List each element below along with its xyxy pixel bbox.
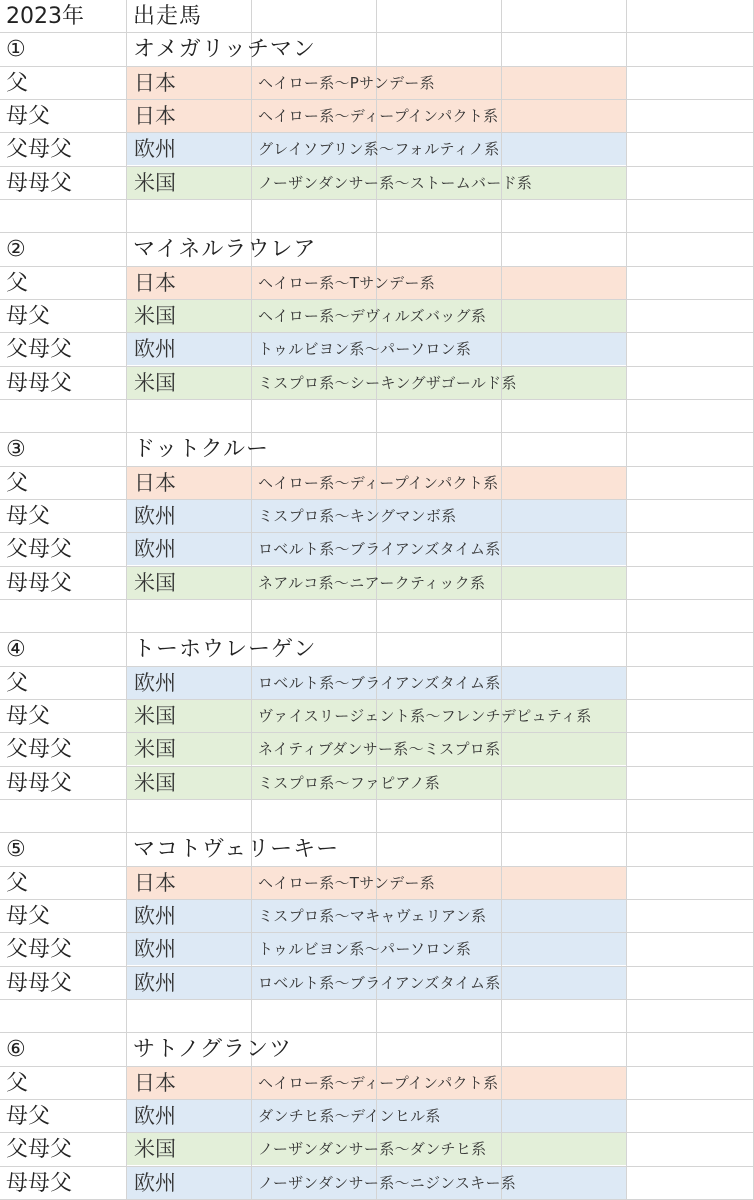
horse-title-row xyxy=(0,233,754,266)
grid-cell[interactable] xyxy=(627,833,754,866)
grid-cell[interactable] xyxy=(502,1033,627,1066)
grid-cell[interactable] xyxy=(502,933,627,966)
grid-cell[interactable] xyxy=(502,567,627,600)
horse-number: ⑥ xyxy=(6,1037,26,1063)
pedigree-row xyxy=(0,667,754,700)
lineage-text: ネイティブダンサー系～ミスプロ系 xyxy=(258,740,501,759)
grid-cell[interactable] xyxy=(627,633,754,666)
grid-cell[interactable] xyxy=(127,800,252,833)
pedigree-row xyxy=(0,767,754,800)
horse-name: サトノグランツ xyxy=(133,1037,293,1063)
pedigree-label: 父 xyxy=(6,1070,29,1096)
region-label: 米国 xyxy=(134,304,176,328)
pedigree-row xyxy=(0,1100,754,1133)
grid-cell[interactable] xyxy=(627,367,754,400)
grid-cell[interactable] xyxy=(627,933,754,966)
pedigree-label: 父母父 xyxy=(6,737,73,763)
grid-cell[interactable] xyxy=(252,800,377,833)
grid-cell[interactable] xyxy=(627,467,754,500)
grid-cell[interactable] xyxy=(627,533,754,566)
pedigree-label: 父 xyxy=(6,670,29,696)
pedigree-row xyxy=(0,933,754,966)
grid-cell[interactable] xyxy=(627,667,754,700)
pedigree-row xyxy=(0,333,754,366)
grid-cell[interactable] xyxy=(502,33,627,66)
pedigree-label: 母父 xyxy=(6,504,51,529)
grid-cell[interactable] xyxy=(627,767,754,800)
pedigree-label: 母父 xyxy=(6,704,51,729)
region-label: 日本 xyxy=(134,870,176,895)
grid-cell[interactable] xyxy=(627,500,754,533)
lineage-text: ノーザンダンサー系～ニジンスキー系 xyxy=(258,1173,517,1192)
grid-cell[interactable] xyxy=(627,167,754,200)
grid-cell[interactable] xyxy=(502,867,627,900)
grid-cell[interactable] xyxy=(502,633,627,666)
grid-cell[interactable] xyxy=(377,600,502,633)
lineage-text: ミスプロ系～マキャヴェリアン系 xyxy=(258,907,487,925)
pedigree-label: 父母父 xyxy=(6,937,73,963)
grid-cell[interactable] xyxy=(502,333,627,366)
lineage-text: ミスプロ系～ファピアノ系 xyxy=(258,773,441,792)
pedigree-row xyxy=(0,1133,754,1166)
spacer-row xyxy=(0,600,754,633)
grid-cell[interactable] xyxy=(127,1000,252,1033)
horse-title-row xyxy=(0,833,754,866)
region-label: 日本 xyxy=(134,270,176,295)
horse-number: ④ xyxy=(6,637,26,663)
grid-cell[interactable] xyxy=(377,833,502,866)
region-label: 日本 xyxy=(134,70,176,95)
grid-cell[interactable] xyxy=(627,1067,754,1100)
region-label: 米国 xyxy=(134,704,176,728)
grid-cell[interactable] xyxy=(627,733,754,766)
region-label: 米国 xyxy=(134,770,176,795)
grid-cell[interactable] xyxy=(502,1133,627,1166)
grid-cell[interactable] xyxy=(502,467,627,500)
horse-name: オメガリッチマン xyxy=(133,37,316,63)
region-label: 欧州 xyxy=(134,504,176,528)
grid-cell[interactable] xyxy=(627,1100,754,1133)
grid-cell[interactable] xyxy=(627,800,754,833)
pedigree-row xyxy=(0,1067,754,1100)
grid-cell[interactable] xyxy=(0,400,127,433)
lineage-text: ヘイロー系～ディープインパクト系 xyxy=(258,107,499,125)
grid-cell[interactable] xyxy=(502,400,627,433)
pedigree-row xyxy=(0,533,754,566)
lineage-text: ミスプロ系～キングマンボ系 xyxy=(258,507,457,525)
region-label: 米国 xyxy=(134,170,176,195)
grid-cell[interactable] xyxy=(627,300,754,333)
pedigree-row xyxy=(0,700,754,733)
grid-cell[interactable] xyxy=(252,0,377,33)
pedigree-label: 母母父 xyxy=(6,170,73,196)
grid-cell[interactable] xyxy=(502,67,627,100)
lineage-text: ロベルト系～ブライアンズタイム系 xyxy=(258,540,501,559)
grid-cell[interactable] xyxy=(502,200,627,233)
grid-cell[interactable] xyxy=(252,433,377,466)
region-label: 欧州 xyxy=(134,1104,176,1128)
grid-cell[interactable] xyxy=(252,600,377,633)
grid-cell[interactable] xyxy=(627,1133,754,1166)
horse-title-row xyxy=(0,633,754,666)
region-label: 日本 xyxy=(134,104,176,128)
grid-cell[interactable] xyxy=(377,233,502,266)
year-label: 2023年 xyxy=(6,4,84,29)
pedigree-row xyxy=(0,1167,754,1200)
grid-cell[interactable] xyxy=(377,400,502,433)
header-row xyxy=(0,0,754,33)
horse-number: ③ xyxy=(6,437,26,463)
pedigree-label: 母父 xyxy=(6,304,51,329)
pedigree-row xyxy=(0,267,754,300)
horse-title-row xyxy=(0,33,754,66)
region-label: 日本 xyxy=(134,1070,176,1095)
grid-cell[interactable] xyxy=(377,433,502,466)
grid-cell[interactable] xyxy=(377,0,502,33)
grid-cell[interactable] xyxy=(502,100,627,133)
spacer-row xyxy=(0,400,754,433)
pedigree-label: 母父 xyxy=(6,104,51,129)
pedigree-row xyxy=(0,500,754,533)
grid-cell[interactable] xyxy=(502,1067,627,1100)
pedigree-label: 母母父 xyxy=(6,770,73,796)
grid-cell[interactable] xyxy=(252,200,377,233)
region-label: 欧州 xyxy=(134,670,176,695)
horse-name: トーホウレーゲン xyxy=(133,637,317,663)
pedigree-row xyxy=(0,467,754,500)
lineage-text: グレイソブリン系～フォルティノ系 xyxy=(258,140,500,159)
grid-cell[interactable] xyxy=(377,1033,502,1066)
horse-number: ⑤ xyxy=(6,837,26,863)
grid-cell[interactable] xyxy=(502,767,627,800)
pedigree-label: 母父 xyxy=(6,904,51,929)
pedigree-label: 父 xyxy=(6,870,29,896)
region-label: 日本 xyxy=(134,470,176,495)
lineage-text: ダンチヒ系～デインヒル系 xyxy=(258,1107,441,1125)
grid-cell[interactable] xyxy=(627,267,754,300)
grid-cell[interactable] xyxy=(627,967,754,1000)
grid-cell[interactable] xyxy=(252,1000,377,1033)
region-label: 米国 xyxy=(134,370,176,395)
pedigree-label: 父 xyxy=(6,70,29,96)
horse-name: マコトヴェリーキー xyxy=(133,837,340,863)
spacer-row xyxy=(0,200,754,233)
grid-cell[interactable] xyxy=(377,633,502,666)
pedigree-label: 母父 xyxy=(6,1104,51,1129)
horse-name: ドットクルー xyxy=(133,437,270,463)
pedigree-row xyxy=(0,100,754,133)
grid-cell[interactable] xyxy=(502,600,627,633)
horse-title-row xyxy=(0,433,754,466)
grid-cell[interactable] xyxy=(502,533,627,566)
grid-cell[interactable] xyxy=(502,300,627,333)
grid-cell[interactable] xyxy=(377,800,502,833)
pedigree-label: 父 xyxy=(6,470,29,496)
grid-cell[interactable] xyxy=(627,33,754,66)
lineage-text: ミスプロ系～シーキングザゴールド系 xyxy=(258,373,517,392)
grid-cell[interactable] xyxy=(627,1033,754,1066)
lineage-text: ロベルト系～ブライアンズタイム系 xyxy=(258,973,501,992)
lineage-text: ノーザンダンサー系～ダンチヒ系 xyxy=(258,1140,487,1159)
pedigree-label: 母母父 xyxy=(6,370,73,396)
spacer-row xyxy=(0,1000,754,1033)
lineage-text: ヘイロー系～ディープインパクト系 xyxy=(258,1073,499,1092)
horse-title-row xyxy=(0,1033,754,1066)
grid-cell[interactable] xyxy=(502,1000,627,1033)
grid-cell[interactable] xyxy=(502,433,627,466)
lineage-text: ノーザンダンサー系～ストームバード系 xyxy=(258,173,533,192)
pedigree-row xyxy=(0,367,754,400)
pedigree-label: 母母父 xyxy=(6,570,73,596)
region-label: 欧州 xyxy=(134,970,176,995)
grid-cell[interactable] xyxy=(627,0,754,33)
grid-cell[interactable] xyxy=(377,1000,502,1033)
lineage-text: ヘイロー系～ディープインパクト系 xyxy=(258,473,499,492)
grid-cell[interactable] xyxy=(502,133,627,166)
grid-cell[interactable] xyxy=(627,900,754,933)
column-title: 出走馬 xyxy=(133,4,203,29)
grid-cell[interactable] xyxy=(502,233,627,266)
pedigree-row xyxy=(0,300,754,333)
grid-cell[interactable] xyxy=(627,1000,754,1033)
region-label: 米国 xyxy=(134,570,176,595)
grid-cell[interactable] xyxy=(127,600,252,633)
pedigree-label: 父 xyxy=(6,270,29,296)
pedigree-row xyxy=(0,567,754,600)
lineage-text: ヘイロー系～Tサンデー系 xyxy=(258,273,436,292)
grid-cell[interactable] xyxy=(627,1167,754,1200)
pedigree-label: 母母父 xyxy=(6,1170,73,1196)
grid-cell[interactable] xyxy=(502,833,627,866)
pedigree-row xyxy=(0,967,754,1000)
lineage-text: ヴァイスリージェント系～フレンチデピュティ系 xyxy=(258,707,592,725)
grid-cell[interactable] xyxy=(502,500,627,533)
grid-cell[interactable] xyxy=(627,600,754,633)
pedigree-label: 父母父 xyxy=(6,537,73,563)
grid-cell[interactable] xyxy=(502,800,627,833)
region-label: 欧州 xyxy=(134,137,176,162)
grid-cell[interactable] xyxy=(502,367,627,400)
lineage-text: トゥルビヨン系～パーソロン系 xyxy=(258,340,472,359)
pedigree-row xyxy=(0,733,754,766)
grid-cell[interactable] xyxy=(627,67,754,100)
grid-cell[interactable] xyxy=(127,400,252,433)
grid-cell[interactable] xyxy=(252,400,377,433)
pedigree-row xyxy=(0,867,754,900)
grid-cell[interactable] xyxy=(502,667,627,700)
grid-cell[interactable] xyxy=(502,733,627,766)
grid-cell[interactable] xyxy=(127,200,252,233)
region-label: 米国 xyxy=(134,1137,176,1162)
grid-cell[interactable] xyxy=(627,867,754,900)
grid-cell[interactable] xyxy=(0,1000,127,1033)
grid-cell[interactable] xyxy=(502,1167,627,1200)
pedigree-label: 父母父 xyxy=(6,1137,73,1163)
lineage-text: ロベルト系～ブライアンズタイム系 xyxy=(258,673,501,692)
spacer-row xyxy=(0,800,754,833)
lineage-text: ヘイロー系～デヴィルズバッグ系 xyxy=(258,307,487,325)
grid-cell[interactable] xyxy=(0,600,127,633)
grid-cell[interactable] xyxy=(502,900,627,933)
pedigree-row xyxy=(0,900,754,933)
grid-cell[interactable] xyxy=(0,800,127,833)
grid-cell[interactable] xyxy=(627,133,754,166)
lineage-text: トゥルビヨン系～パーソロン系 xyxy=(258,940,472,959)
lineage-text: ヘイロー系～Tサンデー系 xyxy=(258,873,436,892)
grid-cell[interactable] xyxy=(377,200,502,233)
grid-cell[interactable] xyxy=(627,100,754,133)
horse-number: ① xyxy=(6,37,26,63)
pedigree-row xyxy=(0,167,754,200)
grid-cell[interactable] xyxy=(627,333,754,366)
horse-name: マイネルラウレア xyxy=(133,237,317,263)
grid-cell[interactable] xyxy=(627,233,754,266)
region-label: 欧州 xyxy=(134,904,176,928)
pedigree-row xyxy=(0,67,754,100)
region-label: 欧州 xyxy=(134,537,176,562)
pedigree-row xyxy=(0,133,754,166)
region-label: 欧州 xyxy=(134,337,176,362)
grid-cell[interactable] xyxy=(502,967,627,1000)
lineage-text: ヘイロー系～Pサンデー系 xyxy=(258,73,435,92)
pedigree-label: 父母父 xyxy=(6,337,73,363)
horse-number: ② xyxy=(6,237,26,263)
grid-cell[interactable] xyxy=(627,400,754,433)
pedigree-label: 父母父 xyxy=(6,137,73,163)
grid-cell[interactable] xyxy=(627,567,754,600)
grid-cell[interactable] xyxy=(627,700,754,733)
region-label: 米国 xyxy=(134,737,176,762)
grid-cell[interactable] xyxy=(627,433,754,466)
grid-cell[interactable] xyxy=(502,1100,627,1133)
pedigree-label: 母母父 xyxy=(6,970,73,996)
region-label: 欧州 xyxy=(134,1170,176,1195)
grid-cell[interactable] xyxy=(377,33,502,66)
grid-cell[interactable] xyxy=(502,267,627,300)
region-label: 欧州 xyxy=(134,937,176,962)
lineage-text: ネアルコ系～ニアークティック系 xyxy=(258,573,486,592)
grid-cell[interactable] xyxy=(502,0,627,33)
grid-cell[interactable] xyxy=(0,200,127,233)
grid-cell[interactable] xyxy=(627,200,754,233)
